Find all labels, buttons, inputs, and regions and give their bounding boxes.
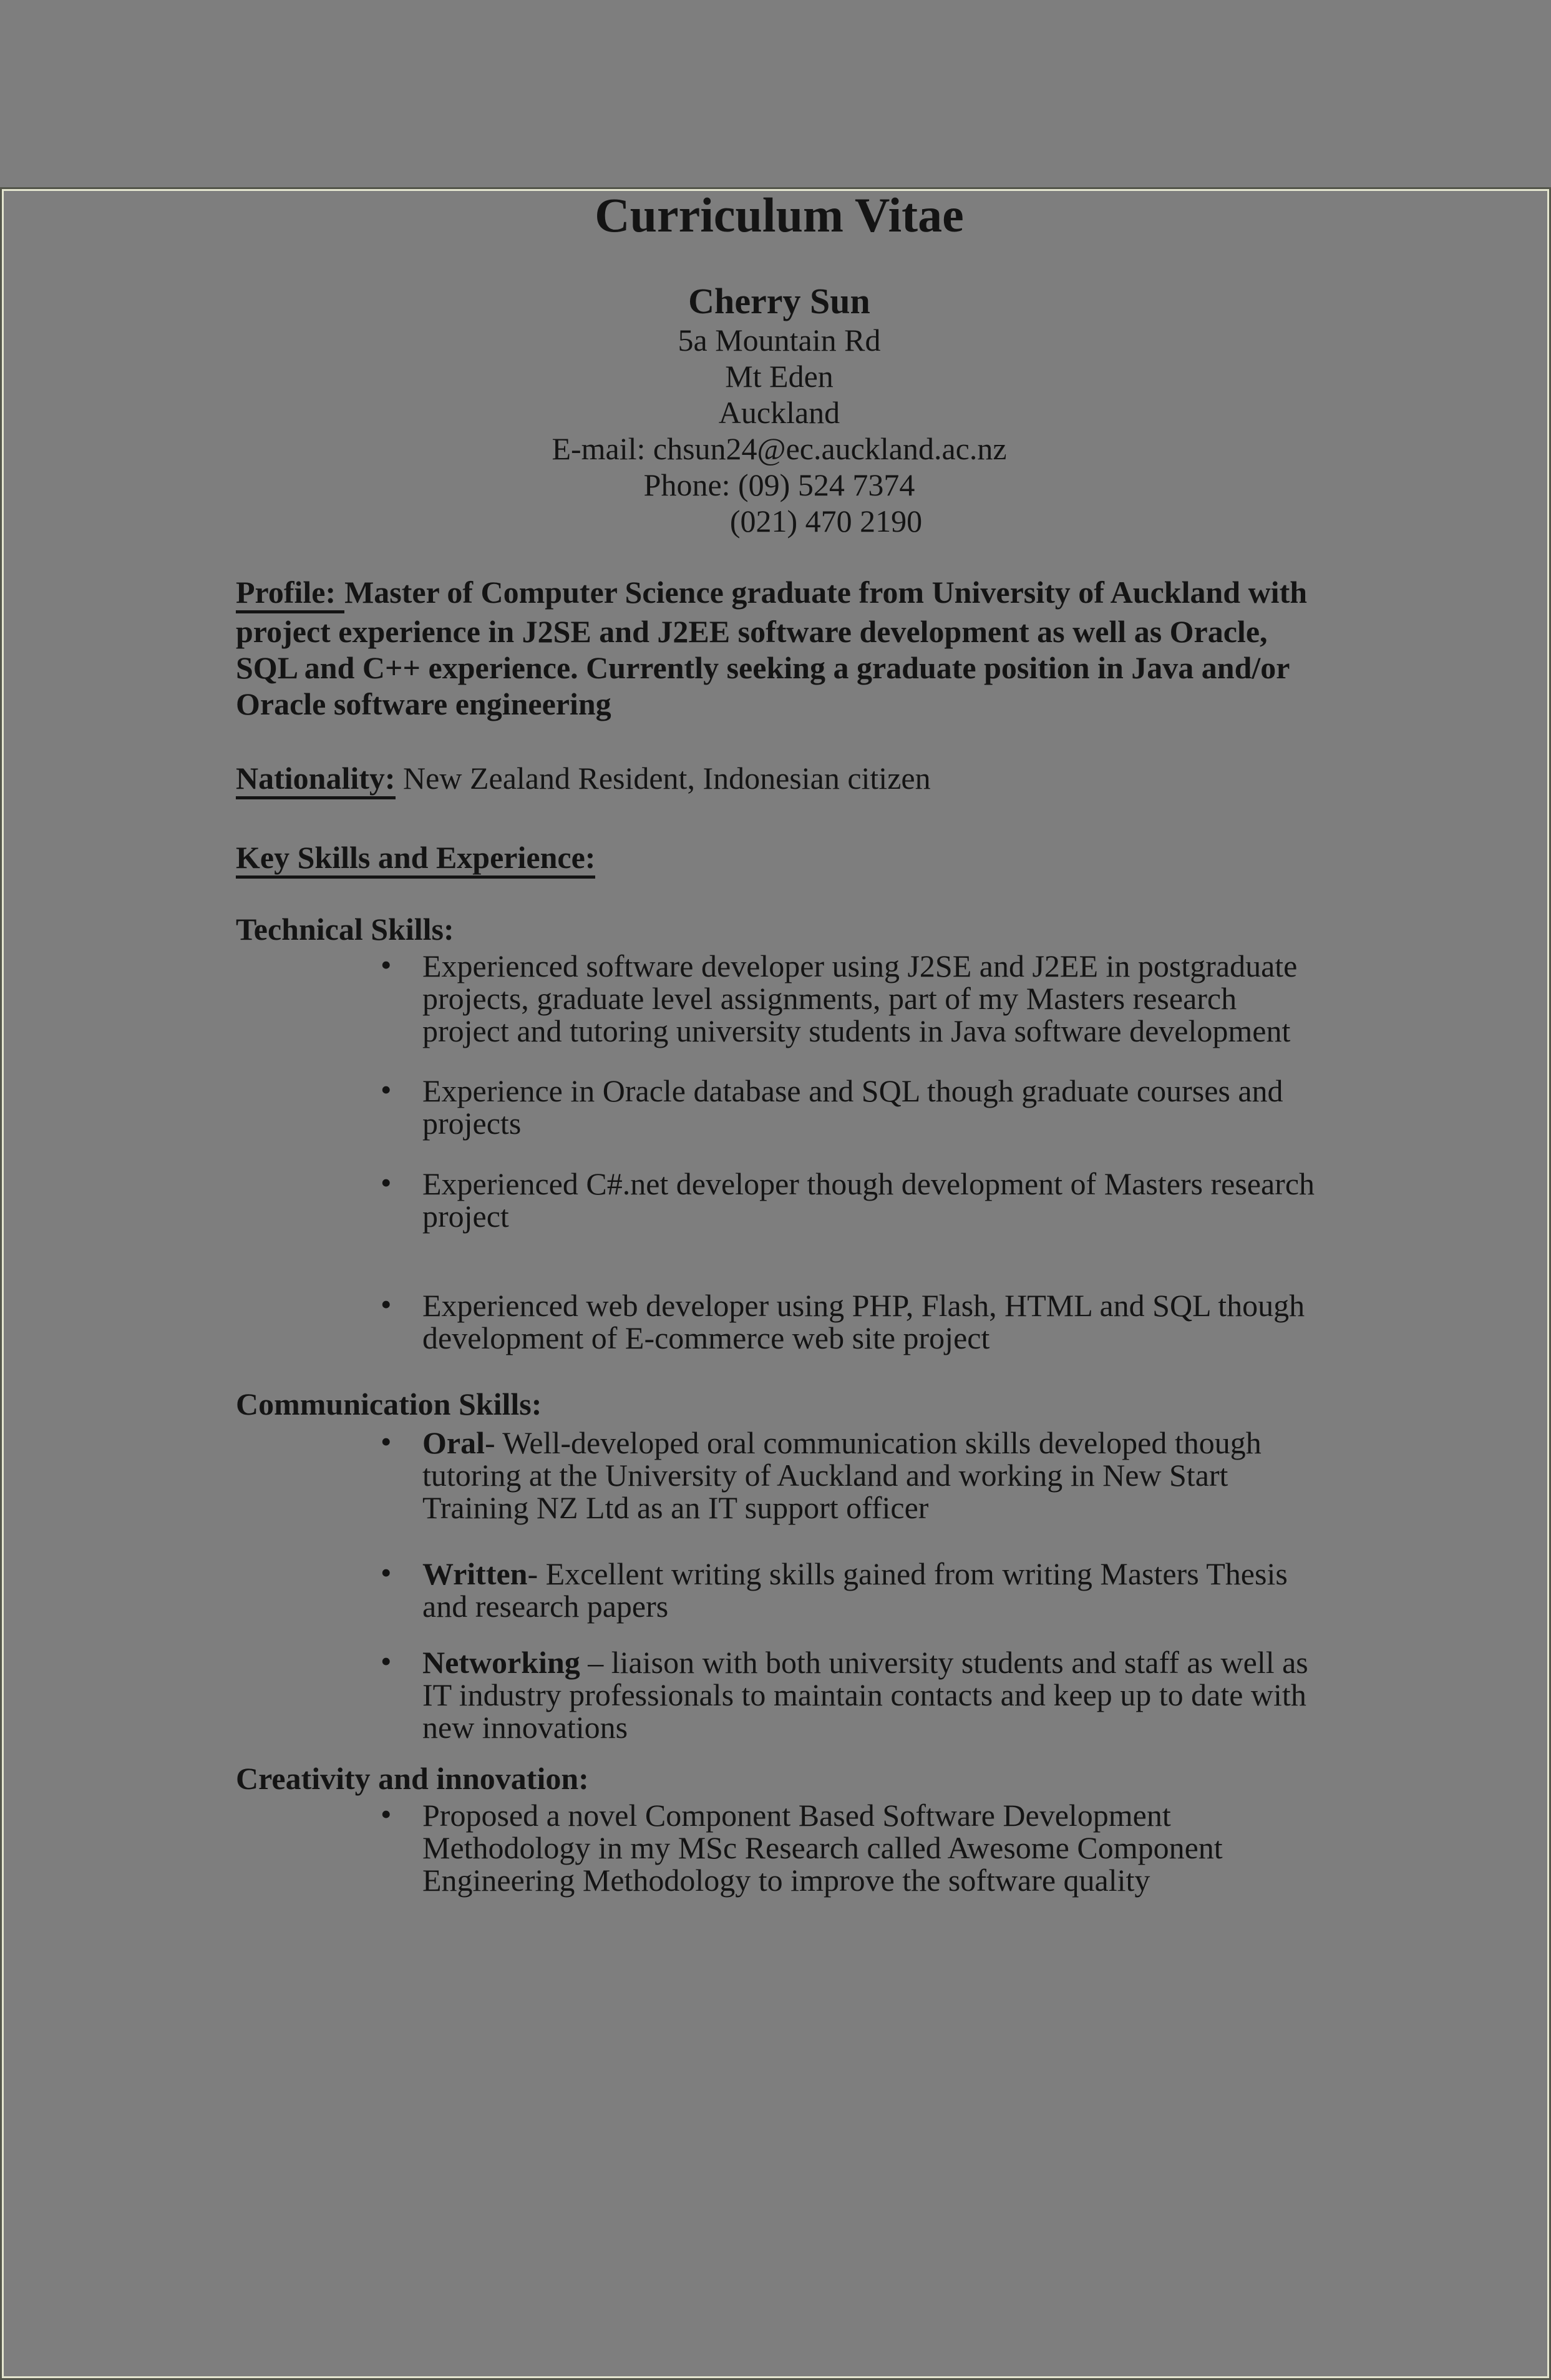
profile-text: Master of Computer Science graduate from University of Auckland with project experience in J2SE and J2EE software development as well as Oracle, SQL and C++ experience. Currently seeking a graduate position in Java and/or Oracle software engineering	[236, 575, 1308, 721]
bullet-item	[236, 1646, 1323, 1744]
nationality-value: New Zealand Resident, Indonesian citizen	[395, 761, 931, 796]
bullet-text: Experience in Oracle database and SQL though graduate courses and projects	[422, 1073, 1283, 1141]
bullet-text: Experienced software developer using J2SE and J2EE in postgraduate projects, graduate level assignments, part of my Masters research project and tutoring university students in Java software development	[422, 949, 1298, 1048]
bullet-text: Experienced C#.net developer though development of Masters research project	[422, 1166, 1315, 1234]
bullet-item	[236, 1289, 1323, 1354]
address-line-3: Auckland	[718, 395, 840, 430]
section-heading-technical-skills: Technical Skills:	[236, 912, 454, 947]
section-heading-creativity: Creativity and innovation:	[236, 1761, 589, 1796]
bullet-item	[236, 1075, 1323, 1139]
bullet-item	[236, 1799, 1323, 1896]
phone-line-1: Phone: (09) 524 7374	[643, 467, 915, 502]
key-skills-heading	[236, 839, 1323, 879]
cv-document-page	[0, 187, 1551, 2380]
bullet-item	[236, 1558, 1323, 1622]
bullet-text: - Excellent writing skills gained from writing Masters Thesis and research papers	[422, 1556, 1288, 1624]
profile-paragraph	[236, 574, 1323, 722]
bullet-lead: Networking	[422, 1645, 580, 1680]
bullet-text: - Well-developed oral communication skills developed though tutoring at the University of Auckland and working in New Start Training NZ Ltd as an IT support officer	[422, 1425, 1262, 1525]
nationality-line	[236, 760, 1323, 799]
address-line-1: 5a Mountain Rd	[678, 323, 881, 358]
bullet-lead: Oral	[422, 1425, 485, 1460]
email-line: E-mail: chsun24@ec.auckland.ac.nz	[552, 431, 1007, 466]
bullet-item	[236, 950, 1323, 1047]
profile-label: Profile:	[236, 574, 344, 613]
bullet-item	[236, 1427, 1323, 1524]
key-skills-heading-text: Key Skills and Experience:	[236, 839, 595, 879]
page-title: Curriculum Vitae	[595, 188, 964, 242]
bullet-text: Experienced web developer using PHP, Flash, HTML and SQL though development of E-commerce web site project	[422, 1288, 1305, 1355]
phone-line-2: (021) 470 2190	[729, 504, 923, 539]
cv-content	[0, 187, 1551, 1896]
bullet-text: Proposed a novel Component Based Software Development Methodology in my MSc Research called Awesome Component Engineering Methodology to improve the software quality	[422, 1798, 1223, 1898]
bullet-text: – liaison with both university students and staff as well as IT industry professionals to maintain contacts and keep up to date with new innovations	[422, 1645, 1308, 1745]
address-line-2: Mt Eden	[725, 359, 834, 394]
candidate-name: Cherry Sun	[688, 281, 870, 321]
bullet-item	[236, 1168, 1323, 1232]
nationality-label: Nationality:	[236, 760, 396, 799]
bullet-lead: Written	[422, 1556, 528, 1591]
section-heading-communication-skills: Communication Skills:	[236, 1387, 542, 1422]
